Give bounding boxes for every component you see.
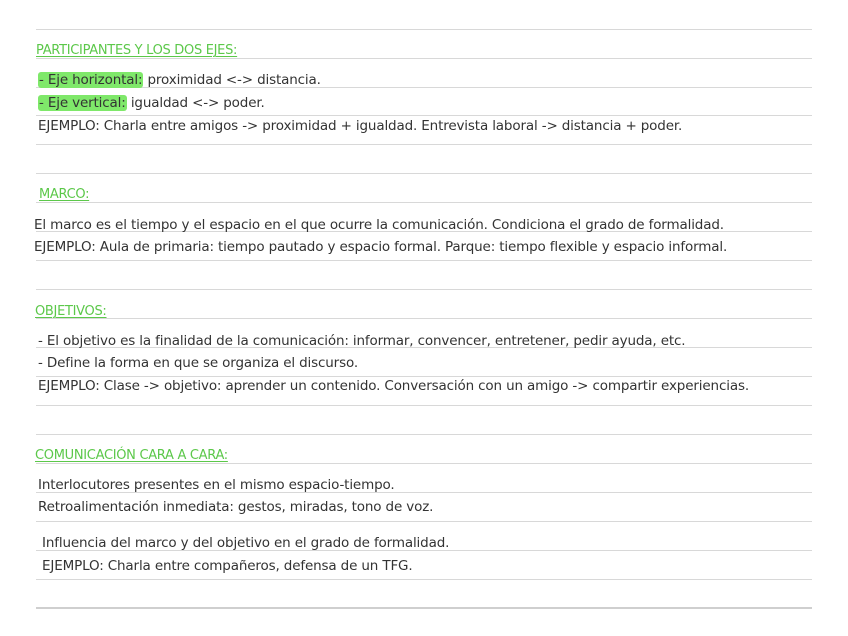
highlight-marker: - Eje horizontal: — [39, 72, 143, 88]
highlight-marker: - Eje vertical: — [39, 95, 126, 111]
ruled-line — [36, 144, 812, 145]
page-bottom-rule — [36, 607, 812, 609]
note-line: Retroalimentación inmediata: gestos, miradas, tono de voz. — [38, 499, 434, 515]
note-line: Interlocutores presentes en el mismo espacio-tiempo. — [38, 477, 395, 493]
note-line-ejemplo: EJEMPLO: Clase -> objetivo: aprender un contenido. Conversación con un amigo -> compartir experiencias. — [38, 378, 749, 394]
ruled-line — [36, 202, 812, 203]
ruled-line — [36, 405, 812, 406]
ruled-line — [36, 115, 812, 116]
note-line: - El objetivo es la finalidad de la comunicación: informar, convencer, entretener, pedir ayuda, etc. — [38, 333, 686, 349]
section-heading-marco: MARCO: — [39, 187, 90, 202]
note-text: igualdad <-> poder. — [126, 95, 265, 111]
ruled-line — [36, 173, 812, 174]
note-line: El marco es el tiempo y el espacio en el que ocurre la comunicación. Condiciona el grado de formalidad. — [34, 217, 724, 233]
note-line-ejemplo: EJEMPLO: Charla entre compañeros, defensa de un TFG. — [42, 558, 413, 574]
ruled-line — [36, 579, 812, 580]
ruled-line — [36, 318, 812, 319]
section-heading-comunicacion: COMUNICACIÓN CARA A CARA: — [35, 448, 228, 463]
section-heading-objetivos: OBJETIVOS: — [35, 304, 107, 319]
note-text: proximidad <-> distancia. — [143, 72, 321, 88]
note-line-ejemplo: EJEMPLO: Aula de primaria: tiempo pautado y espacio formal. Parque: tiempo flexible y espacio informal. — [34, 239, 728, 255]
note-line-eje-horizontal — [38, 71, 321, 89]
note-line: - Define la forma en que se organiza el discurso. — [38, 355, 358, 371]
section-heading-participantes: PARTICIPANTES Y LOS DOS EJES: — [36, 43, 238, 58]
ruled-line — [36, 29, 812, 30]
ruled-line — [36, 289, 812, 290]
ruled-line — [36, 521, 812, 522]
ruled-line — [36, 260, 812, 261]
note-line-eje-vertical — [38, 94, 265, 112]
note-line: Influencia del marco y del objetivo en el grado de formalidad. — [42, 535, 450, 551]
ruled-line — [36, 434, 812, 435]
note-line-ejemplo: EJEMPLO: Charla entre amigos -> proximidad + igualdad. Entrevista laboral -> distancia + poder. — [38, 118, 683, 134]
